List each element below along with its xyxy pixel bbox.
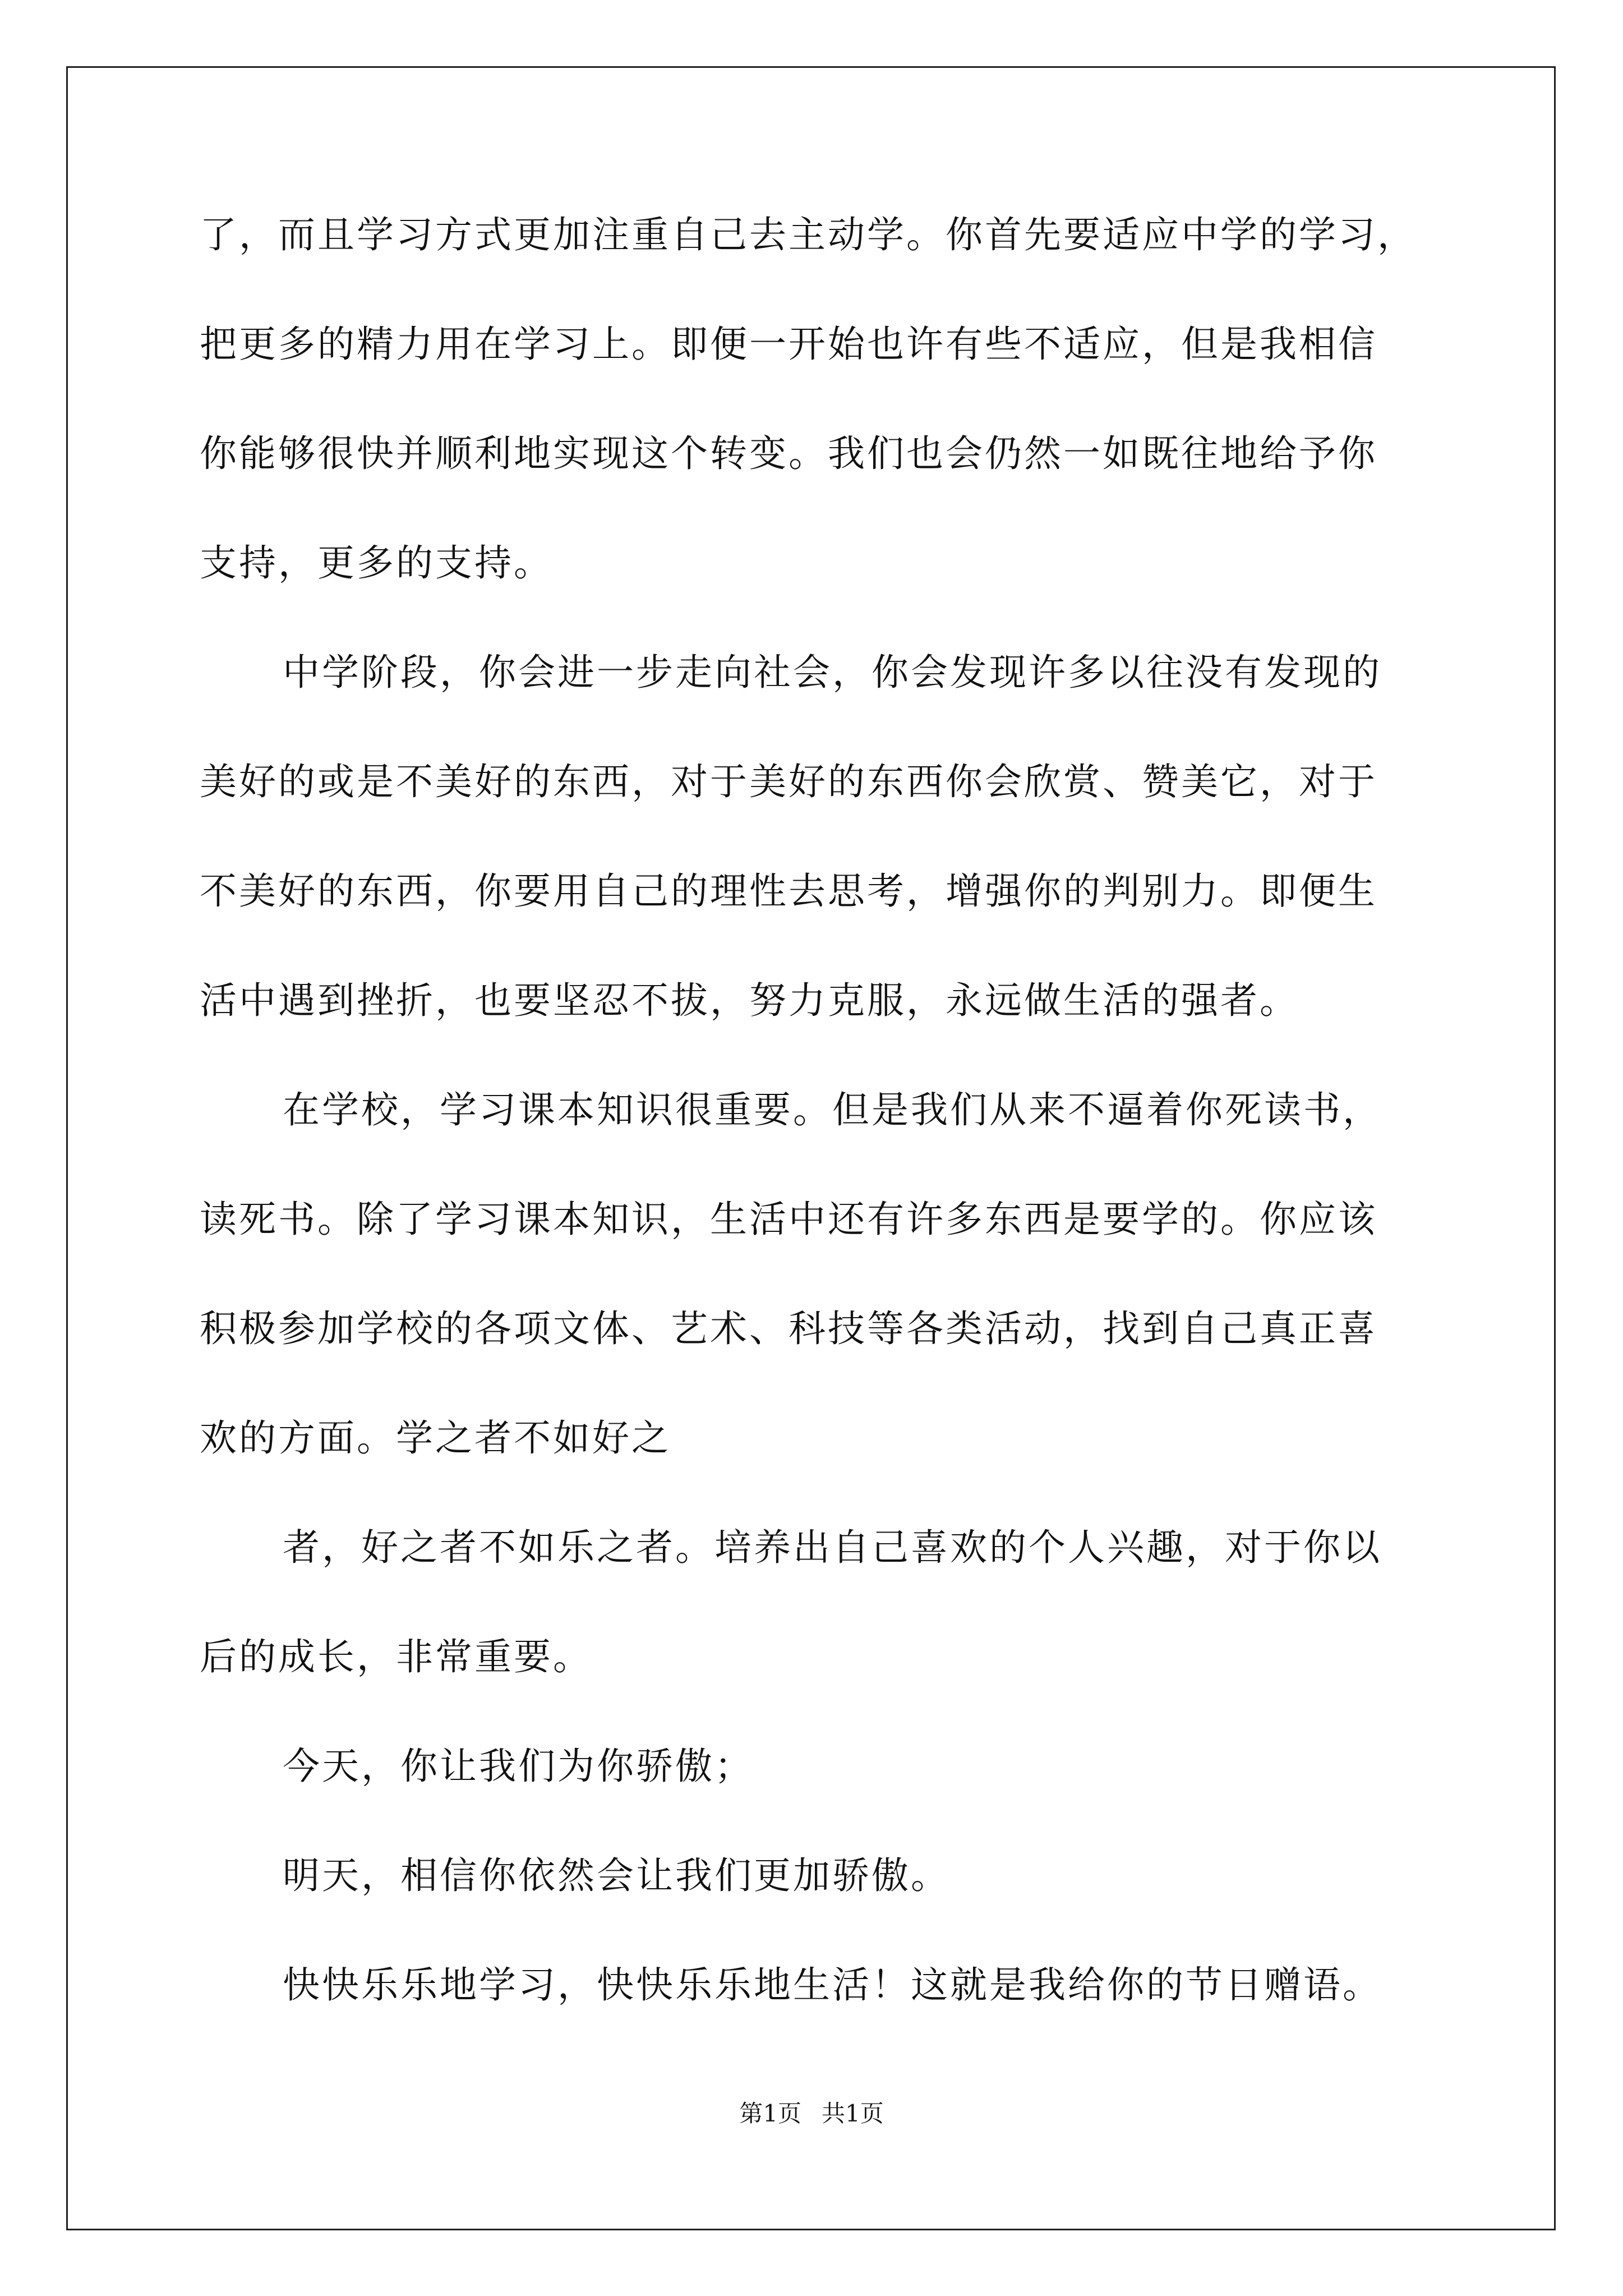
- text-line: 积极参加学校的各项文体、艺术、科技等各类活动，找到自己真正喜: [200, 1307, 1377, 1350]
- text-line: 美好的或是不美好的东西，对于美好的东西你会欣赏、赞美它，对于: [200, 760, 1377, 803]
- text-line: 快快乐乐地学习，快快乐乐地生活！这就是我给你的节日赠语。: [283, 1963, 1382, 2007]
- text-line: 把更多的精力用在学习上。即便一开始也许有些不适应，但是我相信: [200, 323, 1377, 366]
- text-line: 读死书。除了学习课本知识，生活中还有许多东西是要学的。你应该: [200, 1198, 1377, 1241]
- page-footer: [0, 2099, 1623, 2128]
- page-border: [66, 66, 1556, 2230]
- text-line: 后的成长，非常重要。: [200, 1635, 592, 1678]
- text-line: 你能够很快并顺利地实现这个转变。我们也会仍然一如既往地给予你: [200, 432, 1377, 475]
- text-line: 中学阶段，你会进一步走向社会，你会发现许多以往没有发现的: [283, 651, 1382, 694]
- text-line: 今天，你让我们为你骄傲；: [283, 1745, 754, 1788]
- page-number: 第1页: [739, 2100, 801, 2127]
- text-line: 了，而且学习方式更加注重自己去主动学。你首先要适应中学的学习，: [200, 213, 1417, 256]
- text-line: 欢的方面。学之者不如好之: [200, 1416, 671, 1460]
- text-line: 不美好的东西，你要用自己的理性去思考，增强你的判别力。即便生: [200, 869, 1377, 913]
- text-line: 者，好之者不如乐之者。培养出自己喜欢的个人兴趣，对于你以: [283, 1526, 1382, 1569]
- text-line: 明天，相信你依然会让我们更加骄傲。: [283, 1854, 950, 1897]
- text-line: 在学校，学习课本知识很重要。但是我们从来不逼着你死读书，: [283, 1088, 1382, 1131]
- text-line: 活中遇到挫折，也要坚忍不拔，努力克服，永远做生活的强者。: [200, 979, 1299, 1022]
- text-line: 支持，更多的支持。: [200, 541, 553, 585]
- page-total: 共1页: [822, 2100, 884, 2127]
